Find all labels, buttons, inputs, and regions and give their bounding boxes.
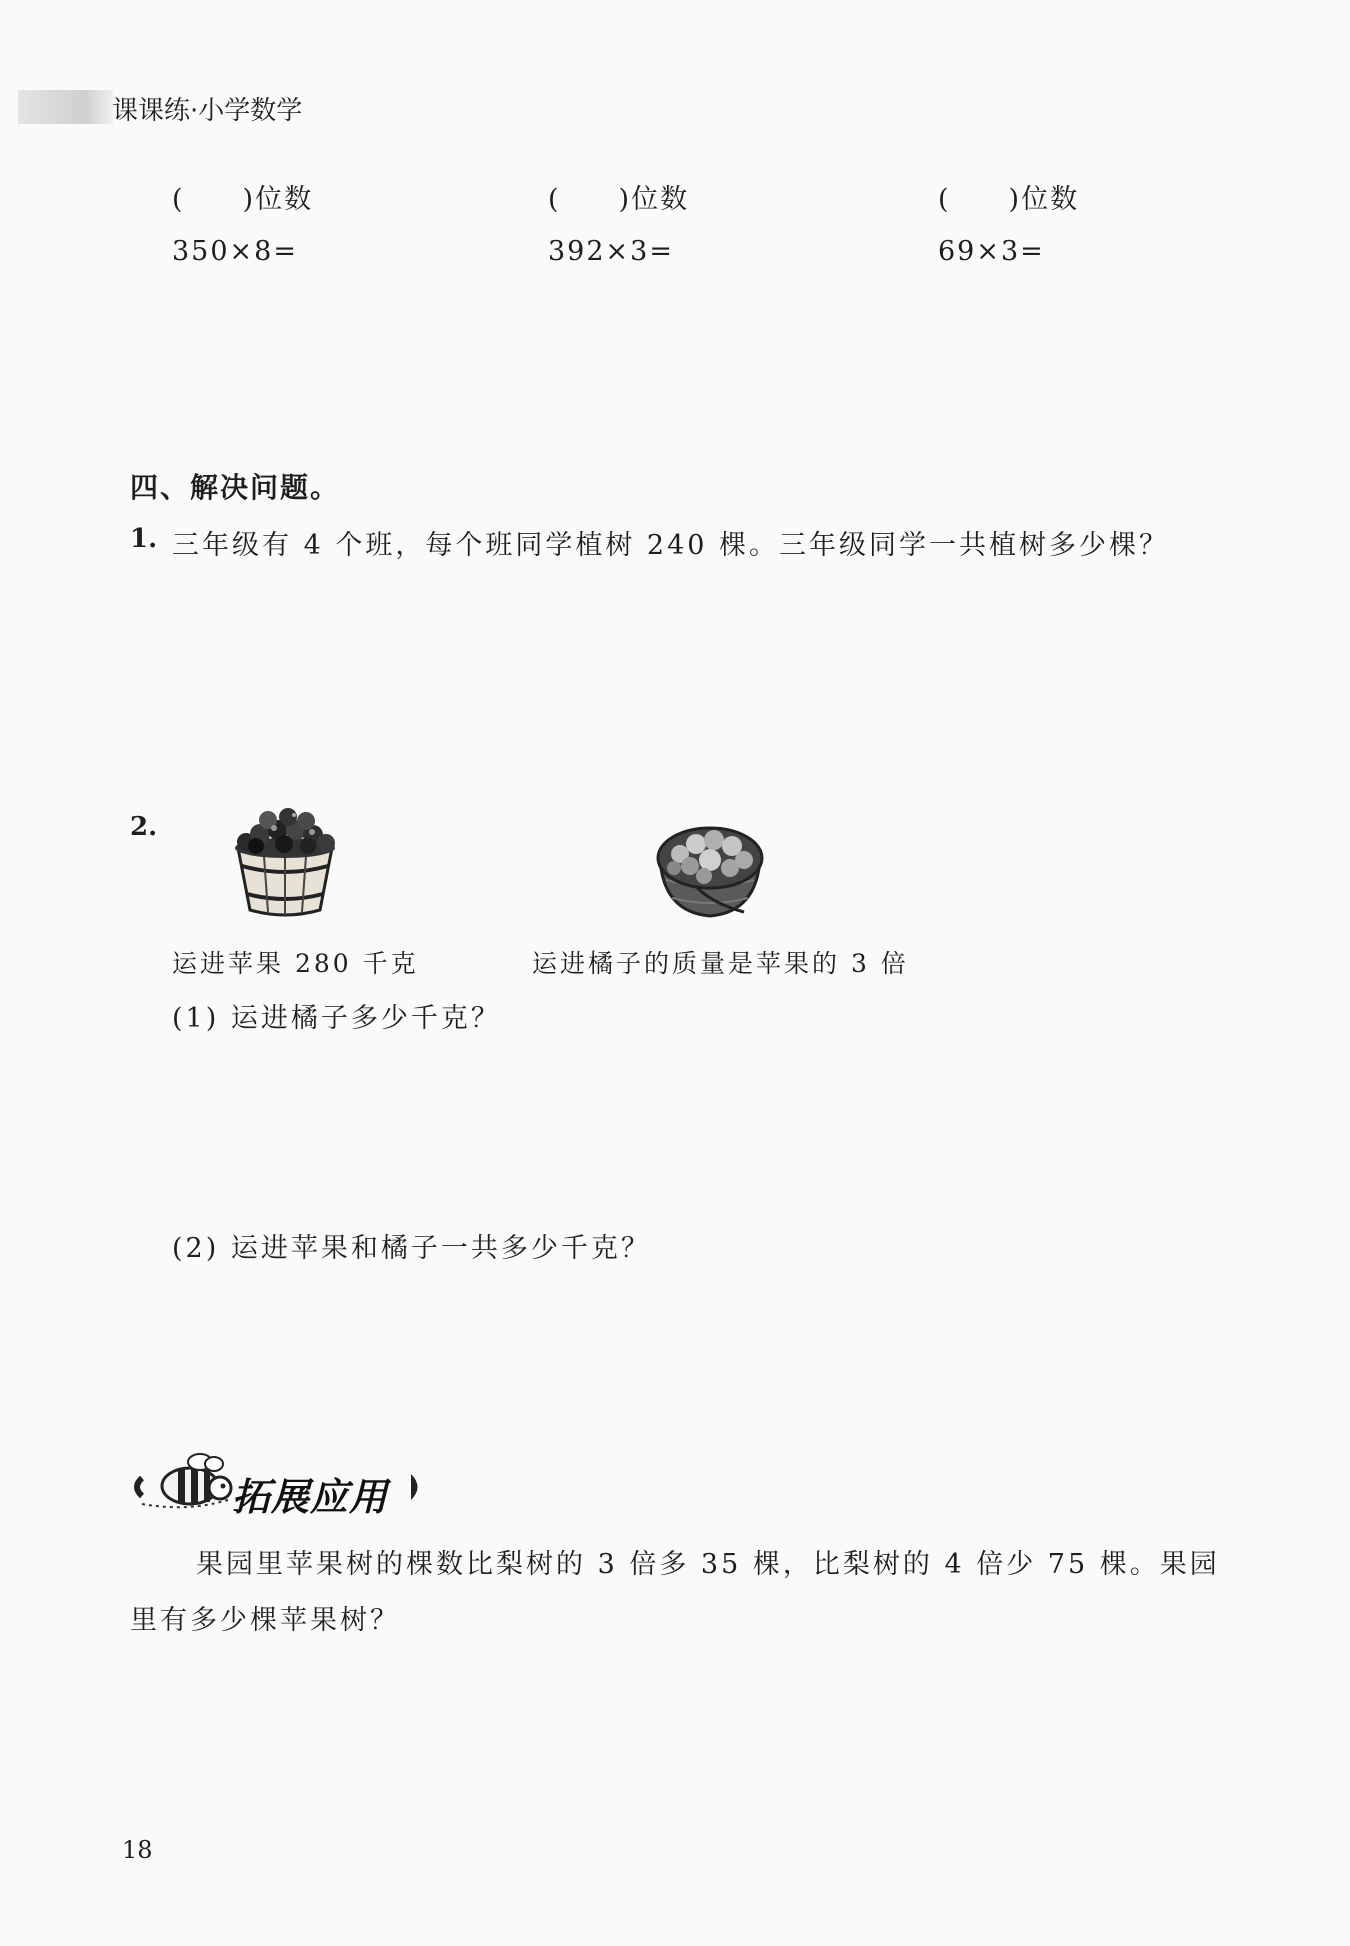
expr-1: 350×8= xyxy=(172,236,298,267)
digits-label-3: ( )位数 xyxy=(938,184,1080,215)
sub-question-2: (2) 运进苹果和橘子一共多少千克？ xyxy=(172,1233,651,1264)
question-2-number: 2. xyxy=(130,812,158,842)
page-number: 18 xyxy=(122,1836,153,1864)
expr-2: 392×3= xyxy=(548,236,674,267)
extension-text-line-1: 果园里苹果树的棵数比梨树的 3 倍多 35 棵，比梨树的 4 倍少 75 棵。果园 xyxy=(196,1549,1220,1580)
book-title: 课课练·小学数学 xyxy=(112,96,303,126)
header-decoration xyxy=(18,90,113,124)
extension-title: 拓展应用 xyxy=(232,1475,389,1519)
sub-question-1: (1) 运进橘子多少千克？ xyxy=(172,1003,501,1034)
section-title: 四、解决问题。 xyxy=(130,471,341,504)
extension-text-line-2: 里有多少棵苹果树？ xyxy=(130,1605,400,1636)
question-1-text: 三年级有 4 个班，每个班同学植树 240 棵。三年级同学一共植树多少棵？ xyxy=(172,530,1170,561)
orange-caption: 运进橘子的质量是苹果的 3 倍 xyxy=(532,949,909,978)
expr-3: 69×3= xyxy=(938,236,1045,267)
orange-basket-picture xyxy=(654,820,766,920)
digits-label-2: ( )位数 xyxy=(548,184,690,215)
apple-caption: 运进苹果 280 千克 xyxy=(172,949,419,978)
digits-label-1: ( )位数 xyxy=(172,184,314,215)
apple-basket-picture xyxy=(228,808,342,920)
question-1-number: 1. xyxy=(130,524,158,554)
